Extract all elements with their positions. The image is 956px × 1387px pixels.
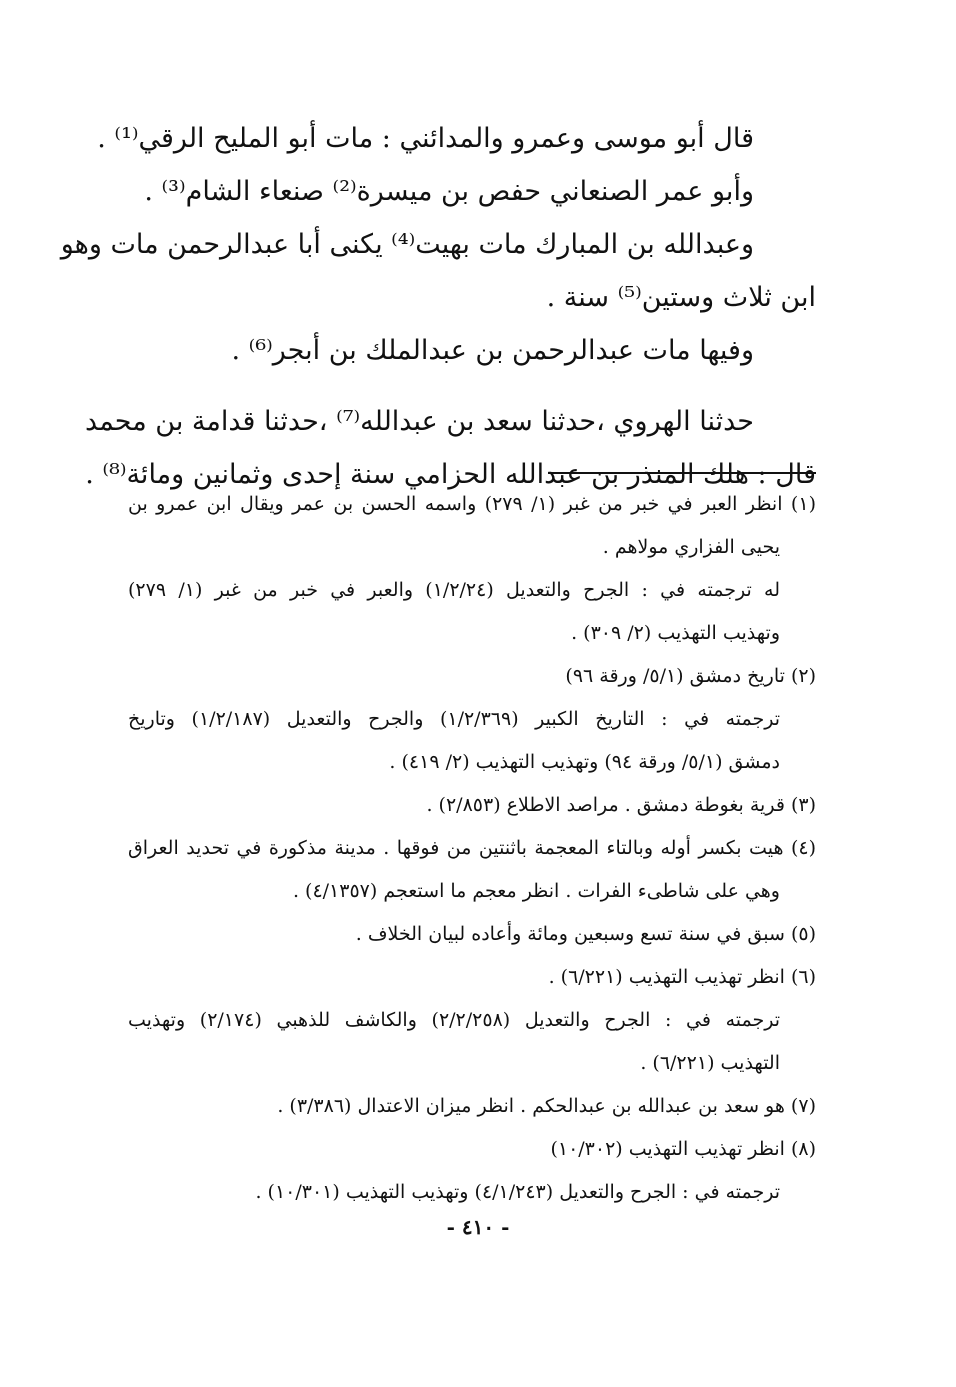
main-line: وأبو عمر الصنعاني حفص بن ميسرة⁽²⁾ صنعاء الشام⁽³⁾ .	[144, 176, 754, 207]
main-line: قال : هلك المنذر بن عبدالله الحزامي سنة إحدى وثمانين ومائة⁽⁸⁾ .	[85, 459, 816, 490]
footnote-line: التهذيب (٦/٢٢١) .	[640, 1052, 780, 1074]
main-line: حدثنا الهروي ،حدثنا سعد بن عبدالله⁽⁷⁾ ،حدثنا قدامة بن محمد	[85, 406, 754, 437]
main-line: وفيها مات عبدالرحمن بن عبدالملك بن أبجر⁽⁶⁾ .	[231, 335, 754, 366]
footnote-line: (٦) انظر تهذيب التهذيب (٦/٢٢١) .	[548, 966, 816, 988]
footnote-line: (٣) قرية بغوطة دمشق . مراصد الاطلاع (٢/٨٥٣) .	[426, 794, 816, 816]
footnote-line: (٥) سبق في سنة تسع وسبعين ومائة وأعاده لبيان الخلاف .	[355, 923, 816, 945]
footnote-separator	[548, 472, 816, 474]
footnote-line: وهي على شاطىء الفرات . انظر معجم ما استعجم (٤/١٣٥٧) .	[292, 880, 780, 902]
footnote-line: وتهذيب التهذيب (٢/ ٣٠٩) .	[571, 622, 780, 644]
main-line: قال أبو موسى وعمرو والمدائني : مات أبو المليح الرقي⁽¹⁾ .	[97, 123, 754, 154]
footnote-line: ترجمته في : الجرح والتعديل (٢/٢/٢٥٨) والكاشف للذهبي (٢/١٧٤) وتهذيب	[128, 1009, 781, 1031]
footnote-line: ترجمته في : الجرح والتعديل (٤/١/٢٤٣) وتهذيب التهذيب (١٠/٣٠١) .	[255, 1181, 780, 1203]
footnote-line: له ترجمته في : الجرح والتعديل (١/٢/٢٤) والعبر في خبر من غبر (١/ ٢٧٩)	[128, 579, 780, 601]
main-text	[60, 112, 816, 501]
footnote-line: ترجمته في : التاريخ الكبير (١/٢/٣٦٩) والجرح والتعديل (١/٢/١٨٧) وتاريخ	[128, 708, 781, 730]
footnotes	[128, 483, 816, 1214]
main-line: وعبدالله بن المبارك مات بهيت⁽⁴⁾ يكنى أبا عبدالرحمن مات وهو	[60, 229, 754, 260]
page-number: - ٤١٠ -	[446, 1215, 510, 1239]
footnote-line: (١) انظر العبر في خبر من غبر (١/ ٢٧٩) واسمه الحسن بن عمر ويقال ابن عمرو بن	[128, 493, 816, 515]
footnote-line: (٢) تاريخ دمشق (٥/١/ ورقة ٩٦)	[565, 665, 816, 687]
footnote-line: (٨) انظر تهذيب التهذيب (١٠/٣٠٢)	[550, 1138, 816, 1160]
footnote-line: يحيى الفزاري مولاهم .	[602, 536, 780, 558]
footnote-line: (٧) هو سعد بن عبدالله بن عبدالحكم . انظر ميزان الاعتدال (٣/٣٨٦) .	[277, 1095, 816, 1117]
footnote-line: (٤) هيت بكسر أوله وبالتاء المعجمة باثنتين من فوقها . مدينة مذكورة في تحديد العراق	[128, 837, 816, 859]
main-line: ابن ثلاث وستين⁽⁵⁾ سنة .	[546, 282, 816, 313]
footnote-line: دمشق (٥/١/ ورقة ٩٤) وتهذيب التهذيب (٢/ ٤١٩) .	[389, 751, 780, 773]
